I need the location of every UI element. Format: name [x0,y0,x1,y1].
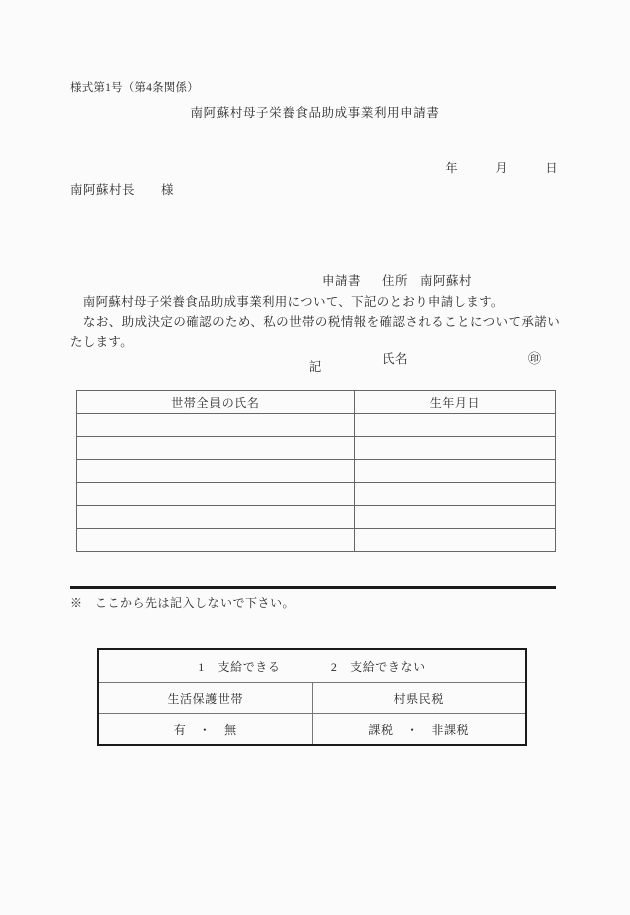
administrative-decision-table [97,648,527,746]
form-number: 様式第1号（第4条関係） [70,82,199,94]
cell-name[interactable] [77,414,355,437]
category-header-row [98,683,526,714]
category-resident-tax: 村県民税 [312,683,526,714]
body-paragraph-2: なお、助成決定の確認のため、私の世帯の税情報を確認されることについて承諾いたします。 [70,315,560,349]
applicant-lead-label: 申請書 [322,274,362,288]
cell-name[interactable] [77,529,355,552]
option-welfare-yes-no[interactable]: 有 ・ 無 [98,714,312,746]
applicant-address-row [322,268,472,294]
cell-birthdate[interactable] [354,529,555,552]
table-row [77,506,556,529]
cell-name[interactable] [77,437,355,460]
decision-options[interactable]: 1 支給できる 2 支給できない [98,649,526,683]
ki-marker: 記 [308,360,322,374]
table-row [77,414,556,437]
do-not-write-notice: ※ ここから先は記入しないで下さい。 [70,596,296,610]
body-paragraphs [70,292,560,352]
column-header-birthdate: 生年月日 [354,391,555,414]
table-row [77,529,556,552]
document-title: 南阿蘇村母子栄養食品助成事業利用申請書 [190,106,440,120]
cell-birthdate[interactable] [354,460,555,483]
cell-birthdate[interactable] [354,414,555,437]
cell-birthdate[interactable] [354,506,555,529]
cell-birthdate[interactable] [354,483,555,506]
option-tax-status[interactable]: 課税 ・ 非課税 [312,714,526,746]
body-paragraph-1: 南阿蘇村母子栄養食品助成事業利用について、下記のとおり申請します。 [70,295,504,309]
table-header-row [77,391,556,414]
category-welfare-household: 生活保護世帯 [98,683,312,714]
option-row [98,714,526,746]
cell-name[interactable] [77,483,355,506]
column-header-name: 世帯全員の氏名 [77,391,355,414]
cell-birthdate[interactable] [354,437,555,460]
table-row [77,483,556,506]
date-line: 年 月 日 [445,161,558,175]
decision-row [98,649,526,683]
table-row [77,437,556,460]
household-members-table [76,390,556,552]
applicant-name-label: 氏名 [382,352,409,366]
applicant-address-value: 南阿蘇村 [420,274,473,288]
applicant-address-label: 住所 [382,274,409,288]
seal-icon: ㊞ [528,351,542,366]
section-divider [70,586,556,589]
table-row [77,460,556,483]
addressee-line: 南阿蘇村長 様 [70,183,175,197]
cell-name[interactable] [77,506,355,529]
cell-name[interactable] [77,460,355,483]
